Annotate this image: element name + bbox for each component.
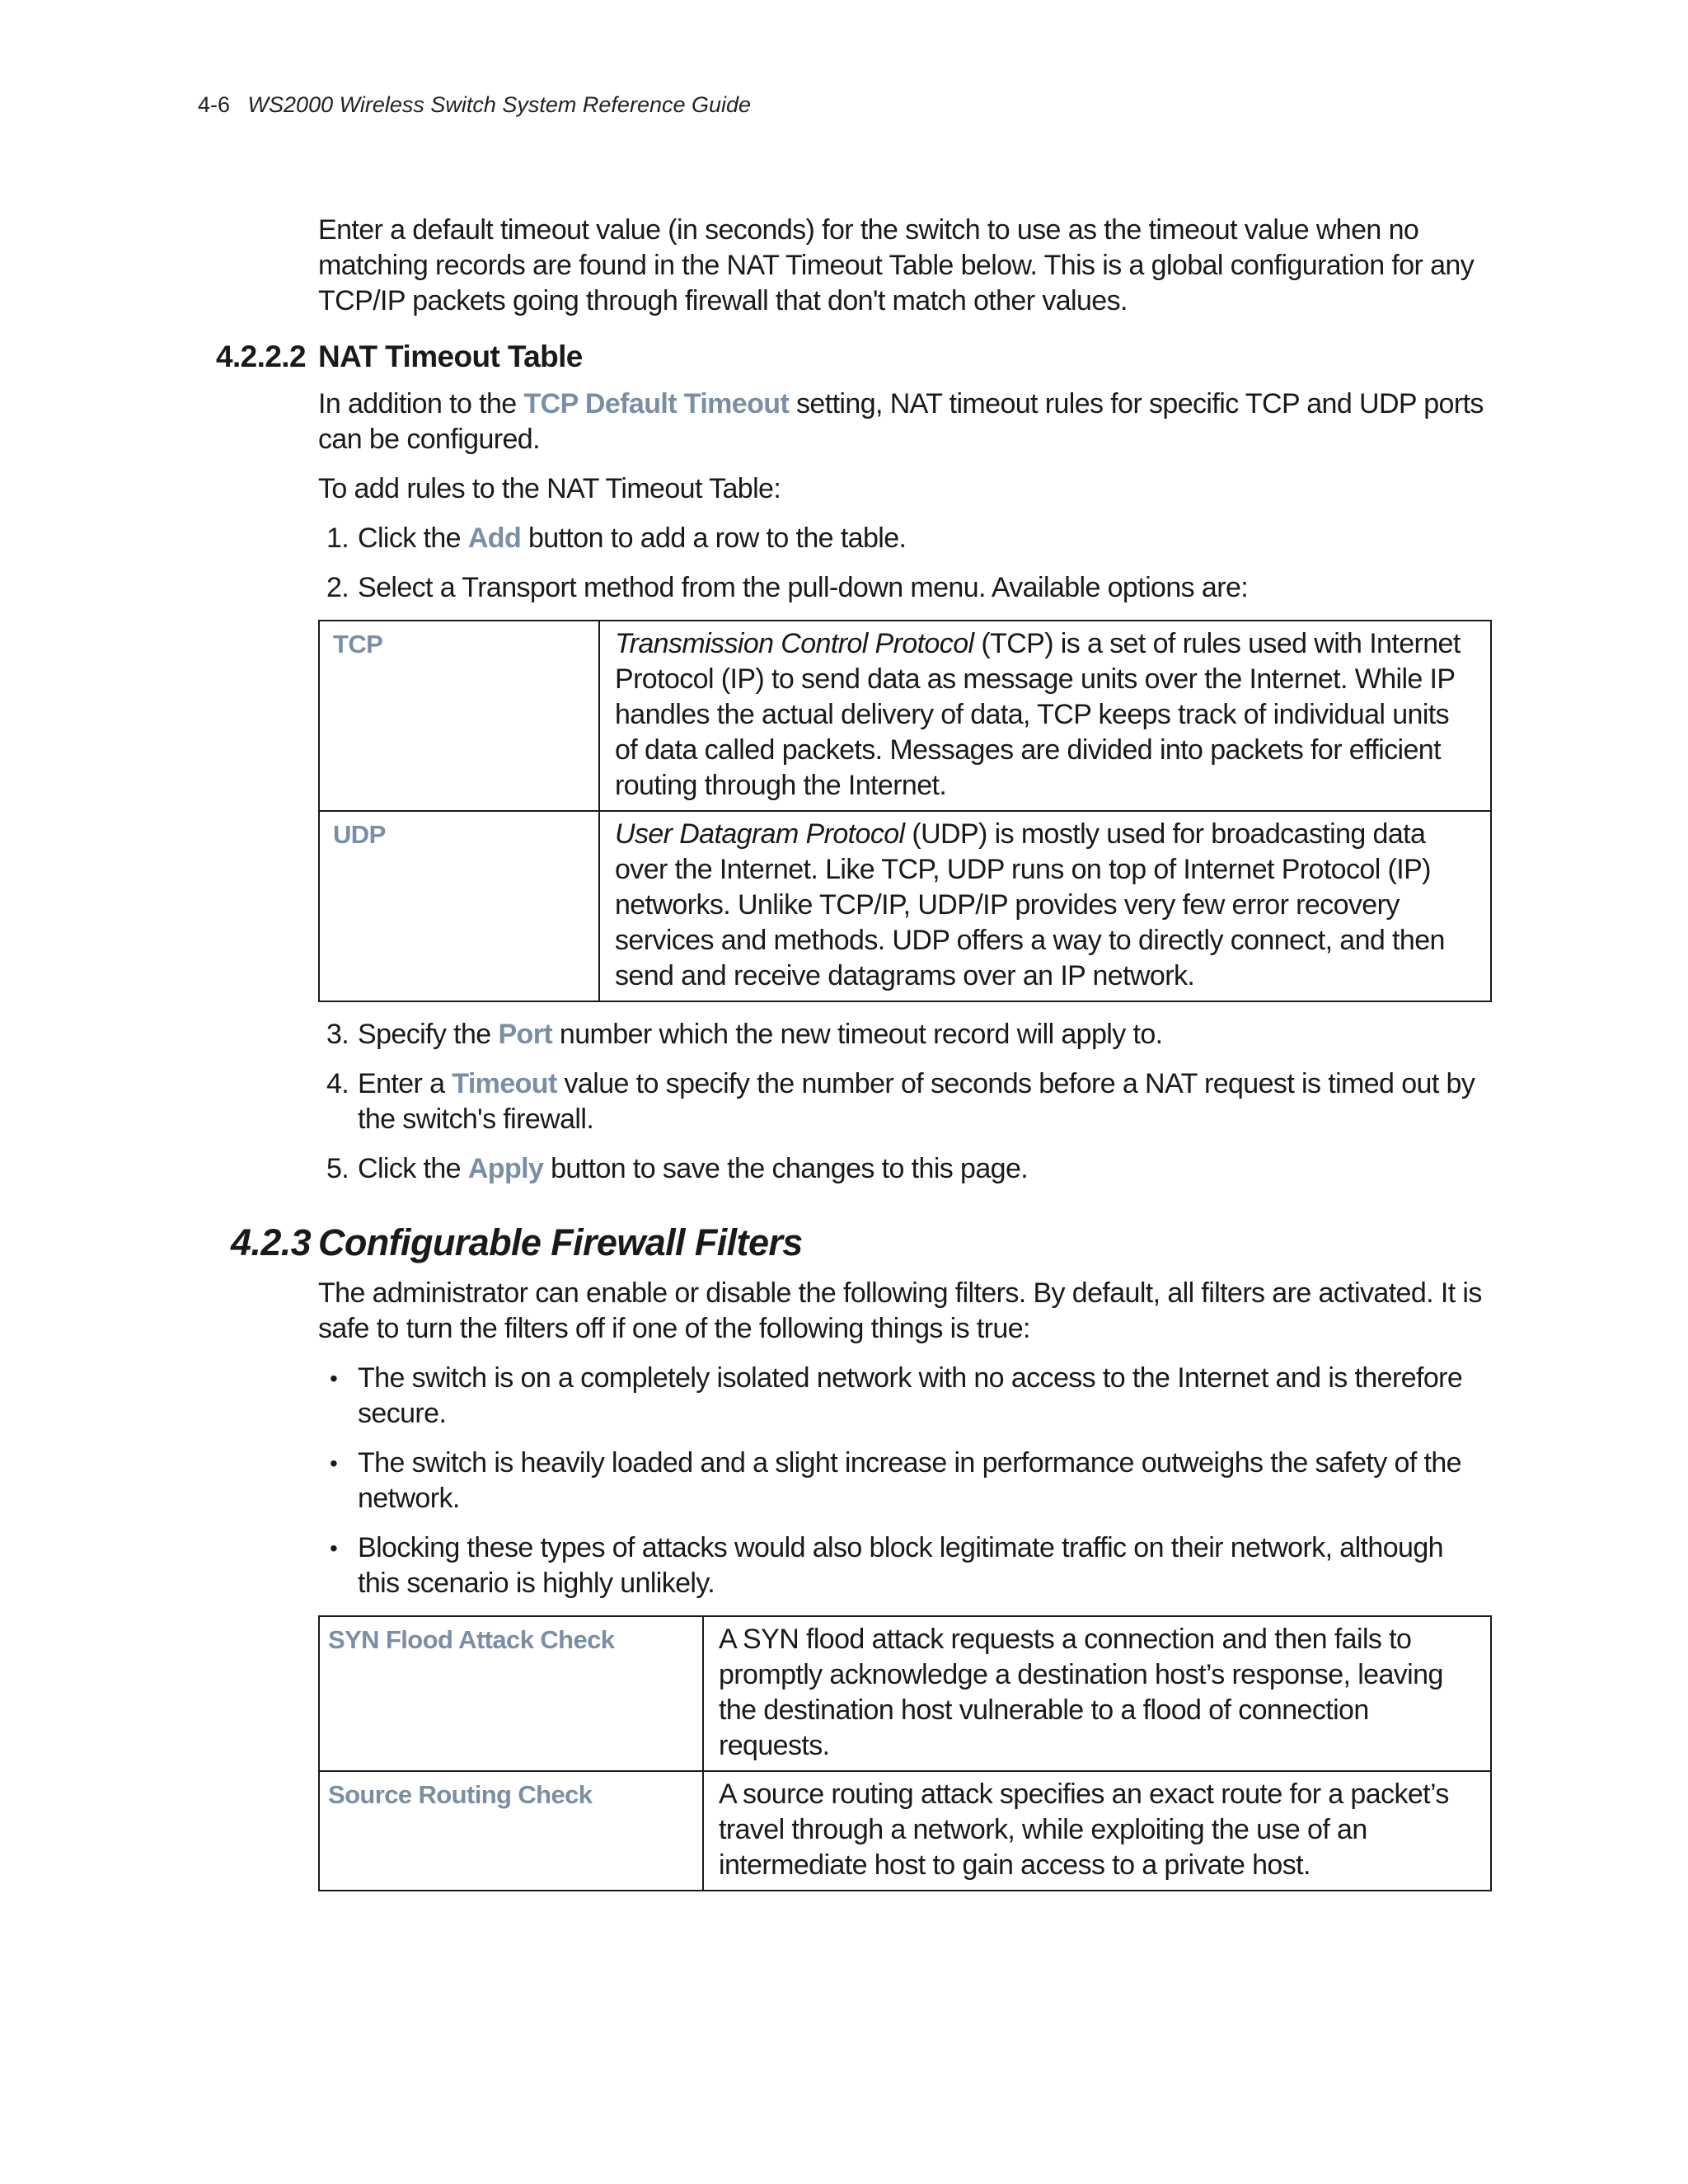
firewall-filters-table [318,1615,1492,1891]
option-description [599,621,1491,811]
list-item [318,1446,1492,1516]
list-item [318,1151,1492,1187]
step-number: 3. [326,1019,349,1050]
bullet-marker: • [330,1451,338,1476]
keyword-add: Add [467,523,522,554]
text-run: button to save the changes to this page. [543,1153,1029,1184]
text-run: Blocking these types of attacks would also block legitimate traffic on their network, although this scenario is highly unlikely. [358,1532,1443,1599]
nat-intro-paragraph [318,387,1492,457]
option-term: TCP [319,621,599,811]
step-number: 5. [326,1153,349,1184]
text-run: setting, NAT timeout rules for specific TCP and UDP ports can be configured. [318,388,1484,455]
table-row [319,811,1491,1001]
section-title: Configurable Firewall Filters [318,1221,803,1263]
option-description [599,811,1491,1001]
text-run: The switch is on a completely isolated network with no access to the Internet and is therefore secure. [358,1362,1463,1429]
text-run: In addition to the [318,388,524,419]
text-run: The switch is heavily loaded and a slight increase in performance outweighs the safety of the network. [358,1447,1461,1514]
text-run: (TCP) is a set of rules used with Internet Protocol (IP) to send data as message units over the Internet. While IP handles the actual delivery of data, TCP keeps track of individual units of data called packets. Messages are divided into packets for efficient routing through the Internet. [615,628,1461,801]
section-number: 4.2.3 [231,1221,312,1263]
page-content [216,213,1492,1906]
list-item [318,570,1492,606]
conditions-list [318,1361,1492,1601]
steps-list [318,521,1492,606]
running-header [198,92,751,118]
filter-term: SYN Flood Attack Check [319,1616,703,1771]
step-number: 2. [326,572,349,603]
keyword-tcp-default-timeout: TCP Default Timeout [523,388,790,419]
text-run: Click the [358,1153,468,1184]
list-item [318,1530,1492,1601]
text-run: Specify the [358,1019,499,1050]
bullet-marker: • [330,1366,338,1391]
keyword-apply: Apply [467,1153,544,1184]
bullet-marker: • [330,1535,338,1561]
keyword-timeout: Timeout [452,1068,557,1099]
section-number: 4.2.2.2 [216,340,306,373]
filter-term: Source Routing Check [319,1771,703,1891]
guide-title: WS2000 Wireless Switch System Reference Guide [247,92,752,117]
page-number: 4-6 [198,92,231,117]
intro-paragraph: Enter a default timeout value (in seconds) for the switch to use as the timeout value when no matching records are found in the NAT Timeout Table below. This is a global configuration for any TCP/IP packets going through firewall that don't match other values. [318,214,1475,316]
step-number: 4. [326,1068,349,1099]
text-run: value to specify the number of seconds before a NAT request is timed out by the switch's firewall. [358,1068,1475,1135]
table-row [319,1616,1491,1771]
add-rules-paragraph: To add rules to the NAT Timeout Table: [318,473,781,504]
text-run: Enter a [358,1068,452,1099]
text-run: button to add a row to the table. [521,523,907,554]
step-number: 1. [326,523,349,554]
section-title: NAT Timeout Table [318,340,583,373]
text-run: Transmission Control Protocol [615,628,974,659]
transport-options-table [318,620,1492,1002]
text-run: Click the [358,523,468,554]
keyword-port: Port [498,1019,553,1050]
list-item [318,1066,1492,1137]
steps-list-continued [318,1017,1492,1187]
list-item [318,521,1492,556]
filters-intro-paragraph: The administrator can enable or disable the following filters. By default, all filters are activated. It is safe to turn the filters off if one of the following things is true: [318,1277,1482,1344]
option-term: UDP [319,811,599,1001]
text-run: number which the new timeout record will apply to. [552,1019,1163,1050]
text-run: Select a Transport method from the pull-down menu. Available options are: [358,572,1249,603]
list-item [318,1017,1492,1052]
section-heading-423 [231,1220,1492,1266]
table-row [319,1771,1491,1891]
list-item [318,1361,1492,1432]
section-heading-4222 [216,337,1492,377]
text-run: User Datagram Protocol [615,818,905,850]
text-run: (UDP) is mostly used for broadcasting data over the Internet. Like TCP, UDP runs on top of Internet Protocol (IP) networks. Unlike TCP/IP, UDP/IP provides very few error recovery services and methods. UDP offers a way to directly connect, and then send and receive datagrams over an IP network. [615,818,1445,991]
filter-description: A SYN flood attack requests a connection and then fails to promptly acknowledge a destination host’s response, leaving the destination host vulnerable to a flood of connection requests. [703,1616,1491,1771]
table-row [319,621,1491,811]
filter-description: A source routing attack specifies an exact route for a packet’s travel through a network, while exploiting the use of an intermediate host to gain access to a private host. [703,1771,1491,1891]
